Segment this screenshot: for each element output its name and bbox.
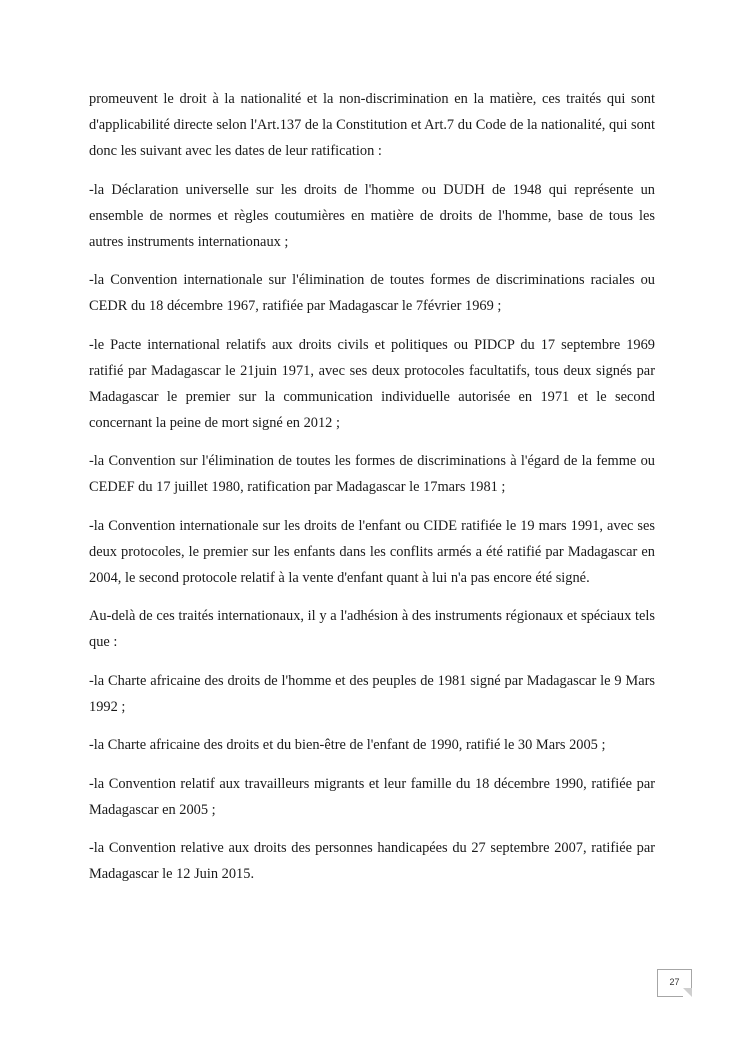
paragraph-regional-intro: Au-delà de ces traités internationaux, il y a l'adhésion à des instruments régionaux et spéciaux tels que : — [89, 608, 655, 650]
paragraph-cide: -la Convention internationale sur les droits de l'enfant ou CIDE ratifiée le 19 mars 1991, avec ses deux protocoles, le premier sur les enfants dans les conflits armés a été ratifié par Madagascar en 2004, le second protocole relatif à la vente d'enfant quant à lui n'a pas encore été signé. — [89, 517, 655, 586]
body-text — [89, 86, 655, 900]
paragraph-cedr: -la Convention internationale sur l'élimination de toutes formes de discriminations raciales ou CEDR du 18 décembre 1967, ratifiée par Madagascar le 7février 1969 ; — [89, 272, 655, 314]
page-number: 27 — [669, 977, 680, 987]
page-number-box — [657, 969, 692, 997]
paragraph-pidcp: -le Pacte international relatifs aux droits civils et politiques ou PIDCP du 17 septembre 1969 ratifié par Madagascar le 21juin 1971, avec ses deux protocoles facultatifs, tous deux signés par Madagascar le premier sur la communication individuelle autorisée en 1971 et le second concernant la peine de mort signé en 2012 ; — [89, 336, 655, 431]
paragraph-migrants: -la Convention relatif aux travailleurs migrants et leur famille du 18 décembre 1990, ratifiée par Madagascar en 2005 ; — [89, 775, 655, 818]
page-curl-icon — [683, 988, 692, 997]
paragraph-charte-homme: -la Charte africaine des droits de l'homme et des peuples de 1981 signé par Madagascar le 9 Mars 1992 ; — [89, 672, 655, 715]
paragraph-intro: promeuvent le droit à la nationalité et la non-discrimination en la matière, ces traités qui sont d'applicabilité directe selon l'Art.137 de la Constitution et Art.7 du Code de la nationalité, qui sont donc les suivant avec les dates de leur ratification : — [89, 91, 655, 159]
paragraph-dudh: -la Déclaration universelle sur les droits de l'homme ou DUDH de 1948 qui représente un ensemble de normes et règles coutumières en matière de droits de l'homme, base de tous les autres instruments internationaux ; — [89, 181, 655, 250]
paragraph-cedef: -la Convention sur l'élimination de toutes les formes de discriminations à l'égard de la femme ou CEDEF du 17 juillet 1980, ratification par Madagascar le 17mars 1981 ; — [89, 453, 655, 495]
paragraph-charte-enfant: -la Charte africaine des droits et du bien-être de l'enfant de 1990, ratifié le 30 Mars 2005 ; — [89, 737, 606, 753]
paragraph-handicap: -la Convention relative aux droits des personnes handicapées du 27 septembre 2007, ratifiée par Madagascar le 12 Juin 2015. — [89, 840, 655, 882]
